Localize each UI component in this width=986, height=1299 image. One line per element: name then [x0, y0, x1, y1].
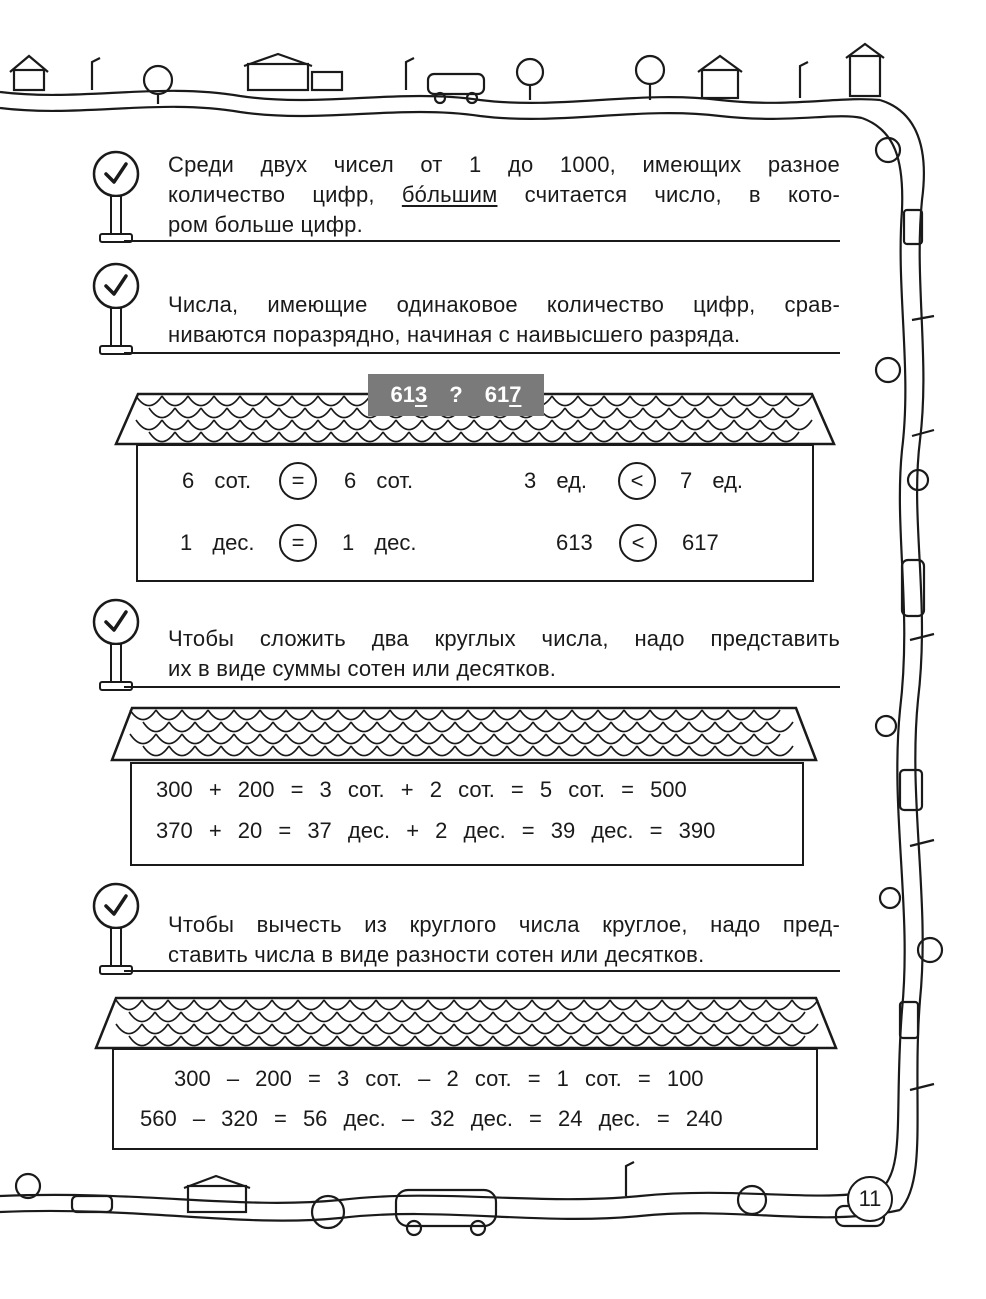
rule-line: Среди двух чисел от 1 до 1000, имеющих разное	[168, 152, 840, 177]
checkmark-sign-icon	[88, 260, 144, 360]
cmp-row1-b: 6 сот.	[344, 468, 414, 493]
rule-line: ставить числа в виде разности сотен или десятков.	[168, 942, 705, 967]
addition-row-1: 300 + 200 = 3 сот. + 2 сот. = 5 сот. = 500	[156, 777, 687, 802]
underlined-word: бóльшим	[401, 182, 498, 207]
page-number: 11	[847, 1176, 893, 1222]
rule-underline	[124, 970, 840, 972]
checkmark-sign-icon	[88, 880, 144, 980]
house-wall	[112, 1048, 818, 1150]
rule-line: количество цифр, бóльшим считается число, в кото-	[168, 182, 840, 207]
rule-1-text	[168, 150, 840, 240]
subtraction-row-1: 300 – 200 = 3 сот. – 2 сот. = 1 сот. = 100	[174, 1066, 704, 1091]
equals-sign-circle: =	[279, 462, 317, 500]
rule-underline	[124, 352, 840, 354]
comparison-badge: 613 ? 617	[368, 374, 544, 416]
cmp-row1-d: 7 ед.	[680, 468, 744, 493]
subtraction-row-2: 560 – 320 = 56 дес. – 32 дес. = 24 дес. = 240	[140, 1106, 723, 1131]
rule-2-text	[168, 290, 840, 350]
house-wall	[136, 444, 814, 582]
house-roof-icon	[92, 994, 840, 1054]
checkmark-sign-icon	[88, 596, 144, 696]
house-roof-icon	[108, 702, 820, 766]
less-than-sign-circle: <	[619, 524, 657, 562]
rule-underline	[124, 240, 840, 242]
rule-line: ром больше цифр.	[168, 212, 363, 237]
rule-3	[88, 596, 840, 692]
rule-line: Чтобы вычесть из круглого числа круглое, надо пред-	[168, 912, 840, 937]
rule-line: Числа, имеющие одинаковое количество цифр, срав-	[168, 292, 840, 317]
checkmark-sign-icon	[88, 148, 144, 248]
rule-4	[88, 880, 840, 976]
rule-3-text	[168, 624, 840, 684]
cmp-row1-a: 6 сот.	[182, 468, 252, 493]
addition-row-2: 370 + 20 = 37 дес. + 2 дес. = 39 дес. = 390	[156, 818, 716, 843]
rule-1	[88, 148, 840, 248]
cmp-row2-b: 1 дес.	[342, 530, 417, 555]
less-than-sign-circle: <	[618, 462, 656, 500]
cmp-row1-c: 3 ед.	[524, 468, 588, 493]
cmp-row2-a: 1 дес.	[180, 530, 255, 555]
equals-sign-circle: =	[279, 524, 317, 562]
cmp-row2-c: 613	[556, 530, 593, 555]
cmp-row2-d: 617	[682, 530, 719, 555]
rule-line: их в виде суммы сотен или десятков.	[168, 656, 557, 681]
rule-underline	[124, 686, 840, 688]
rule-line: Чтобы сложить два круглых числа, надо представить	[168, 626, 840, 651]
rule-line: ниваются поразрядно, начиная с наивысшего разряда.	[168, 322, 741, 347]
rule-4-text	[168, 910, 840, 970]
rule-2	[88, 260, 840, 356]
